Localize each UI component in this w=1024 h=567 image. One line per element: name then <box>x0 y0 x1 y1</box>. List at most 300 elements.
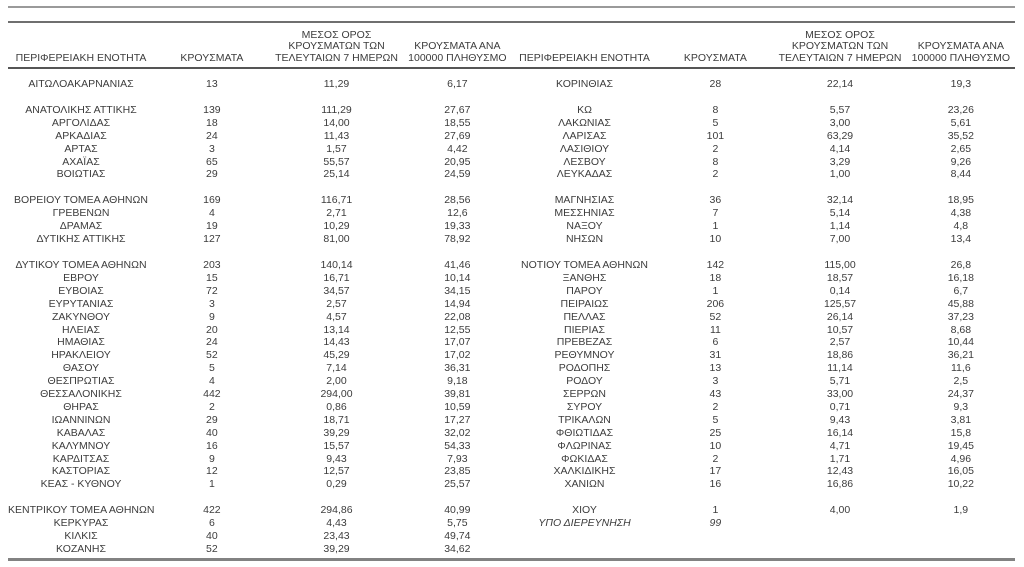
cell-avg7: 23,43 <box>323 530 350 543</box>
cell-avg7: 13,14 <box>323 323 350 336</box>
cell-avg7: 2,00 <box>326 375 347 388</box>
cell-avg7: 11,14 <box>827 362 853 375</box>
cell-cases: 3 <box>208 142 215 155</box>
cell-region: ΧΑΝΙΩΝ <box>564 478 605 491</box>
cell-region: ΦΘΙΩΤΙΔΑΣ <box>555 426 614 439</box>
cell-cases: 10 <box>709 233 722 246</box>
cell-region: ΔΥΤΙΚΗΣ ΑΤΤΙΚΗΣ <box>36 233 126 246</box>
row-group <box>512 104 1016 181</box>
cell-avg7: 5,14 <box>829 207 851 220</box>
cell-region: ΠΑΡΟΥ <box>566 284 603 297</box>
cell-avg7: 55,57 <box>323 155 350 168</box>
cell-per100k: 78,92 <box>444 233 471 246</box>
cell-avg7: 9,43 <box>829 413 851 426</box>
table-row <box>8 130 512 143</box>
cell-avg7: 15,57 <box>323 439 350 452</box>
table-row <box>512 324 1016 337</box>
cell-cases: 169 <box>203 194 221 207</box>
column-header-per100k: ΚΡΟΥΣΜΑΤΑ ΑΝΑ 100000 ΠΛΗΘΥΣΜΟ <box>911 40 1011 64</box>
table-row <box>8 233 512 246</box>
cell-per100k: 17,02 <box>444 349 471 362</box>
table-row <box>8 285 512 298</box>
cell-region: ΚΑΣΤΟΡΙΑΣ <box>51 465 111 478</box>
cell-cases: 206 <box>706 297 725 310</box>
cell-region: ΗΡΑΚΛΕΙΟΥ <box>51 349 111 362</box>
cell-per100k <box>907 517 1015 530</box>
cell-region: ΦΛΩΡΙΝΑΣ <box>557 439 612 452</box>
cell-avg7: 16,86 <box>826 478 854 491</box>
table-row <box>512 311 1016 324</box>
cell-avg7 <box>773 517 906 530</box>
cell-per100k: 3,81 <box>950 413 972 426</box>
table-row <box>8 388 512 401</box>
cell-avg7: 4,57 <box>326 310 347 323</box>
cell-per100k: 19,33 <box>444 220 471 233</box>
cell-per100k: 24,59 <box>444 168 471 181</box>
cell-avg7: 11,29 <box>323 78 350 90</box>
cell-region: ΘΗΡΑΣ <box>63 400 99 413</box>
cell-region: ΓΡΕΒΕΝΩΝ <box>52 207 110 220</box>
cell-region: ΡΟΔΟΠΗΣ <box>558 362 611 375</box>
bottom-rule <box>8 558 1015 561</box>
cell-cases: 10 <box>709 439 722 452</box>
table-row <box>8 336 512 349</box>
cell-per100k: 22,08 <box>444 310 471 323</box>
cell-cases: 2 <box>712 452 719 465</box>
cell-region: ΠΡΕΒΕΖΑΣ <box>556 336 613 349</box>
cell-avg7: 18,86 <box>826 349 854 362</box>
cell-per100k: 27,67 <box>444 103 471 116</box>
cell-per100k: 10,22 <box>947 478 974 491</box>
cell-region: ΗΜΑΘΙΑΣ <box>57 336 105 349</box>
cell-region: ΛΑΣΙΘΙΟΥ <box>559 142 610 155</box>
cell-region: ΛΕΣΒΟΥ <box>563 155 606 168</box>
cell-cases: 139 <box>203 103 221 116</box>
cell-region: ΚΟΡΙΝΘΙΑΣ <box>556 78 613 90</box>
cell-region: ΕΥΡΥΤΑΝΙΑΣ <box>48 297 114 310</box>
cell-per100k: 41,46 <box>444 258 471 271</box>
regional-cases-tables <box>8 27 1015 556</box>
cell-cases: 18 <box>206 116 218 129</box>
cell-per100k: 49,74 <box>444 530 471 543</box>
cell-cases: 19 <box>206 220 218 233</box>
cell-avg7: 12,57 <box>323 465 350 478</box>
cell-region: ΚΩ <box>577 103 592 116</box>
cell-per100k: 7,93 <box>447 452 468 465</box>
table-row <box>8 465 512 478</box>
cell-cases: 25 <box>709 426 722 439</box>
cell-region: ΑΡΤΑΣ <box>64 142 98 155</box>
cell-avg7: 1,57 <box>326 142 347 155</box>
cell-region: ΘΕΣΣΑΛΟΝΙΚΗΣ <box>40 388 122 401</box>
cell-avg7: 11,43 <box>323 129 350 142</box>
cell-per100k: 4,38 <box>950 207 972 220</box>
cell-region: ΚΕΡΚΥΡΑΣ <box>53 517 109 530</box>
table-row <box>512 194 1016 207</box>
table-row <box>512 272 1016 285</box>
cell-region: ΒΟΙΩΤΙΑΣ <box>56 168 106 181</box>
cell-region: ΚΑΡΔΙΤΣΑΣ <box>52 452 110 465</box>
cell-avg7: 2,71 <box>326 207 347 220</box>
cell-cases: 1 <box>712 220 719 233</box>
table-row <box>512 117 1016 130</box>
cell-region: ΧΑΛΚΙΔΙΚΗΣ <box>553 465 616 478</box>
cell-region: ΤΡΙΚΑΛΩΝ <box>558 413 611 426</box>
cell-region: ΝΟΤΙΟΥ ΤΟΜΕΑ ΑΘΗΝΩΝ <box>521 258 648 271</box>
cell-per100k: 17,27 <box>444 413 471 426</box>
cell-avg7: 125,57 <box>823 297 857 310</box>
cell-avg7: 18,71 <box>323 413 350 426</box>
cell-per100k: 37,23 <box>947 310 974 323</box>
cell-cases: 2 <box>712 400 719 413</box>
cell-region: ΚΕΝΤΡΙΚΟΥ ΤΟΜΕΑ ΑΘΗΝΩΝ <box>8 504 154 517</box>
cell-per100k: 16,05 <box>947 465 974 478</box>
table-row <box>8 375 512 388</box>
table-row <box>512 233 1016 246</box>
cell-avg7: 0,71 <box>829 400 851 413</box>
column-header-per100k: ΚΡΟΥΣΜΑΤΑ ΑΝΑ 100000 ΠΛΗΘΥΣΜΟ <box>408 40 507 64</box>
table-row <box>8 543 512 556</box>
cell-cases: 1 <box>712 284 719 297</box>
cell-cases: 31 <box>709 349 722 362</box>
cell-avg7: 10,57 <box>826 323 854 336</box>
cell-per100k: 8,44 <box>950 168 972 181</box>
table-row <box>512 336 1016 349</box>
column-header-region: ΠΕΡΙΦΕΡΕΙΑΚΗ ΕΝΟΤΗΤΑ <box>15 51 147 64</box>
cell-cases: 40 <box>206 530 218 543</box>
cell-cases: 3 <box>712 375 719 388</box>
cell-per100k: 18,55 <box>444 116 471 129</box>
cell-per100k: 14,94 <box>444 297 471 310</box>
table-row <box>8 194 512 207</box>
cell-avg7: 14,00 <box>323 116 350 129</box>
cell-avg7: 33,00 <box>826 388 854 401</box>
cell-region: ΝΑΞΟΥ <box>566 220 603 233</box>
column-header-cases: ΚΡΟΥΣΜΑΤΑ <box>683 51 747 64</box>
cell-cases: 6 <box>208 517 215 530</box>
cell-per100k: 5,61 <box>950 116 972 129</box>
cell-per100k: 4,8 <box>953 220 969 233</box>
cell-per100k: 2,65 <box>950 142 972 155</box>
cell-region: ΑΝΑΤΟΛΙΚΗΣ ΑΤΤΙΚΗΣ <box>25 103 137 116</box>
cell-avg7: 294,86 <box>320 504 353 517</box>
cell-per100k: 25,57 <box>444 478 471 491</box>
cell-avg7: 39,29 <box>323 543 350 555</box>
cell-per100k: 18,95 <box>947 194 974 207</box>
cell-region: ΞΑΝΘΗΣ <box>562 271 607 284</box>
cell-region: ΛΑΚΩΝΙΑΣ <box>558 116 611 129</box>
cell-region: ΘΑΣΟΥ <box>62 362 100 375</box>
table-row <box>8 453 512 466</box>
table-row <box>8 272 512 285</box>
cell-avg7: 4,14 <box>829 142 851 155</box>
cell-per100k: 15,8 <box>950 426 972 439</box>
table-row <box>8 298 512 311</box>
cell-cases: 2 <box>712 168 719 181</box>
cell-per100k: 4,96 <box>950 452 972 465</box>
cell-cases: 29 <box>206 413 218 426</box>
table-row <box>8 104 512 117</box>
table-row <box>512 440 1016 453</box>
table-row <box>512 465 1016 478</box>
cell-region: ΚΕΑΣ - ΚΥΘΝΟΥ <box>40 478 122 491</box>
cell-per100k: 34,62 <box>444 543 471 555</box>
cell-avg7: 12,43 <box>826 465 854 478</box>
cell-avg7: 115,00 <box>824 258 856 271</box>
cell-cases: 24 <box>206 129 218 142</box>
cases-table-right <box>512 27 1016 556</box>
cell-per100k: 10,14 <box>444 271 471 284</box>
cell-avg7: 16,14 <box>826 426 854 439</box>
column-header-region: ΠΕΡΙΦΕΡΕΙΑΚΗ ΕΝΟΤΗΤΑ <box>519 51 650 64</box>
table-row <box>512 375 1016 388</box>
cell-cases: 15 <box>206 271 218 284</box>
cell-region: ΡΕΘΥΜΝΟΥ <box>554 349 615 362</box>
cell-region: ΚΑΒΑΛΑΣ <box>56 426 106 439</box>
cell-region: ΑΧΑΪΑΣ <box>62 155 100 168</box>
cell-cases: 65 <box>206 155 218 168</box>
cell-per100k: 13,4 <box>950 233 972 246</box>
cell-per100k: 12,55 <box>444 323 471 336</box>
table-row <box>512 285 1016 298</box>
cell-avg7: 2,57 <box>829 336 851 349</box>
cell-region: ΧΙΟΥ <box>572 504 597 517</box>
cell-avg7: 5,57 <box>829 103 851 116</box>
cell-per100k: 9,18 <box>447 375 468 388</box>
cell-cases: 17 <box>709 465 722 478</box>
cell-per100k: 4,42 <box>447 142 468 155</box>
cell-region: ΝΗΣΩΝ <box>565 233 604 246</box>
table-row <box>512 349 1016 362</box>
cell-region: ΑΙΤΩΛΟΑΚΑΡΝΑΝΙΑΣ <box>28 78 134 90</box>
row-group <box>8 104 512 181</box>
cell-cases: 8 <box>712 155 719 168</box>
table-body <box>8 67 512 556</box>
cell-cases: 6 <box>712 336 719 349</box>
table-row <box>512 388 1016 401</box>
table-row <box>8 530 512 543</box>
cell-avg7: 116,71 <box>320 194 353 207</box>
top-rule-1 <box>8 6 1015 8</box>
table-row <box>8 478 512 491</box>
cell-avg7: 4,00 <box>829 504 851 517</box>
cell-cases: 52 <box>709 310 722 323</box>
top-rule-2 <box>8 21 1015 23</box>
table-row <box>512 220 1016 233</box>
cell-avg7: 4,43 <box>326 517 347 530</box>
cell-per100k: 17,07 <box>444 336 471 349</box>
cell-cases: 5 <box>712 116 719 129</box>
cell-per100k: 9,3 <box>953 400 969 413</box>
cell-cases: 99 <box>709 517 722 530</box>
cell-per100k: 35,52 <box>947 129 974 142</box>
row-group <box>8 504 512 556</box>
cell-region: ΔΥΤΙΚΟΥ ΤΟΜΕΑ ΑΘΗΝΩΝ <box>15 258 147 271</box>
cell-cases: 3 <box>208 297 215 310</box>
cell-avg7: 32,14 <box>826 194 854 207</box>
cell-per100k: 36,21 <box>947 349 974 362</box>
cell-region: ΒΟΡΕΙΟΥ ΤΟΜΕΑ ΑΘΗΝΩΝ <box>14 194 148 207</box>
cell-region: ΛΑΡΙΣΑΣ <box>562 129 607 142</box>
column-header-cases: ΚΡΟΥΣΜΑΤΑ <box>180 51 244 64</box>
cell-cases: 127 <box>203 233 221 246</box>
cell-cases: 203 <box>203 258 221 271</box>
cell-region: ΑΡΓΟΛΙΔΑΣ <box>51 116 111 129</box>
cell-per100k: 5,75 <box>447 517 468 530</box>
cell-cases: 24 <box>206 336 218 349</box>
cell-avg7: 34,57 <box>323 284 350 297</box>
cell-avg7: 7,14 <box>326 362 347 375</box>
table-row <box>512 362 1016 375</box>
column-header-avg7: ΜΕΣΟΣ ΟΡΟΣ ΚΡΟΥΣΜΑΤΩΝ ΤΩΝ ΤΕΛΕΥΤΑΙΩΝ 7 ΗΜΕΡΩΝ <box>275 28 398 64</box>
cell-avg7: 18,57 <box>826 271 854 284</box>
cell-region: ΥΠΟ ΔΙΕΡΕΥΝΗΣΗ <box>538 517 631 530</box>
cell-per100k: 12,6 <box>447 207 468 220</box>
table-row <box>8 78 512 91</box>
table-body <box>512 67 1016 530</box>
cell-region: ΚΙΛΚΙΣ <box>64 530 98 543</box>
table-row <box>512 130 1016 143</box>
cell-avg7: 39,29 <box>323 426 350 439</box>
table-row <box>8 259 512 272</box>
cell-cases: 8 <box>712 103 719 116</box>
cell-avg7: 4,71 <box>829 439 851 452</box>
cell-region: ΔΡΑΜΑΣ <box>59 220 103 233</box>
table-row <box>512 478 1016 491</box>
cell-avg7: 63,29 <box>826 129 854 142</box>
cell-cases: 2 <box>712 142 719 155</box>
table-row <box>8 324 512 337</box>
table-row <box>512 156 1016 169</box>
cell-per100k: 10,44 <box>947 336 974 349</box>
cell-region: ΗΛΕΙΑΣ <box>61 323 100 336</box>
cell-per100k: 45,88 <box>947 297 974 310</box>
cell-cases: 16 <box>709 478 722 491</box>
cell-region: ΠΕΛΛΑΣ <box>563 310 606 323</box>
table-row <box>8 362 512 375</box>
cell-per100k: 10,59 <box>444 400 471 413</box>
cell-avg7: 9,43 <box>326 452 347 465</box>
cell-per100k: 32,02 <box>444 426 471 439</box>
cell-region: ΣΥΡΟΥ <box>566 400 603 413</box>
cell-cases: 9 <box>208 452 215 465</box>
cell-cases: 12 <box>206 465 218 478</box>
cell-cases: 142 <box>706 258 725 271</box>
cell-cases: 18 <box>709 271 722 284</box>
cell-region: ΦΩΚΙΔΑΣ <box>561 452 608 465</box>
cell-region: ΠΕΙΡΑΙΩΣ <box>560 297 609 310</box>
cell-cases: 36 <box>709 194 722 207</box>
cell-cases: 422 <box>203 504 221 517</box>
row-group <box>8 259 512 491</box>
table-row <box>8 504 512 517</box>
cell-cases: 13 <box>206 78 218 90</box>
cell-cases: 4 <box>208 375 215 388</box>
cell-avg7: 26,14 <box>826 310 854 323</box>
cell-region: ΠΙΕΡΙΑΣ <box>564 323 605 336</box>
cell-region: ΖΑΚΥΝΘΟΥ <box>51 310 110 323</box>
cell-cases: 29 <box>206 168 218 181</box>
cell-cases: 7 <box>712 207 719 220</box>
cell-region: ΘΕΣΠΡΩΤΙΑΣ <box>47 375 115 388</box>
cell-avg7: 3,00 <box>829 116 851 129</box>
row-group <box>8 78 512 91</box>
cell-avg7: 25,14 <box>323 168 350 181</box>
cell-cases: 20 <box>206 323 218 336</box>
table-row <box>512 504 1016 517</box>
cell-avg7: 14,43 <box>323 336 350 349</box>
cell-region: ΙΩΑΝΝΙΝΩΝ <box>51 413 111 426</box>
cell-per100k: 6,17 <box>447 78 468 90</box>
row-group <box>8 194 512 246</box>
cell-per100k: 6,7 <box>953 284 969 297</box>
table-row <box>512 259 1016 272</box>
table-row <box>8 207 512 220</box>
cell-avg7: 16,71 <box>323 271 350 284</box>
cell-avg7: 7,00 <box>829 233 851 246</box>
table-row <box>512 414 1016 427</box>
row-group <box>512 78 1016 91</box>
cell-region: ΑΡΚΑΔΙΑΣ <box>55 129 107 142</box>
table-header <box>512 27 1016 67</box>
cell-region: ΕΒΡΟΥ <box>63 271 99 284</box>
cell-per100k: 9,26 <box>950 155 972 168</box>
table-row <box>8 517 512 530</box>
cell-avg7: 3,29 <box>829 155 851 168</box>
table-row <box>512 427 1016 440</box>
cell-per100k: 28,56 <box>444 194 471 207</box>
cell-avg7: 5,71 <box>829 375 851 388</box>
cell-region: ΜΕΣΣΗΝΙΑΣ <box>554 207 615 220</box>
cell-avg7: 81,00 <box>323 233 350 246</box>
cell-cases: 28 <box>709 78 722 90</box>
cell-region: ΡΟΔΟΥ <box>566 375 603 388</box>
cell-avg7: 1,00 <box>829 168 851 181</box>
cell-per100k: 11,6 <box>951 362 971 375</box>
cell-cases: 1 <box>208 478 215 491</box>
cell-cases: 4 <box>208 207 215 220</box>
cell-cases: 2 <box>208 400 215 413</box>
table-row <box>512 453 1016 466</box>
cell-per100k: 34,15 <box>444 284 471 297</box>
table-row <box>512 168 1016 181</box>
row-group <box>512 194 1016 246</box>
cell-per100k: 19,45 <box>947 439 974 452</box>
cell-cases: 43 <box>709 388 722 401</box>
cell-region: ΚΟΖΑΝΗΣ <box>56 543 106 555</box>
cell-cases: 16 <box>206 439 218 452</box>
cell-per100k: 40,99 <box>444 504 471 517</box>
cell-avg7: 0,29 <box>326 478 347 491</box>
cell-cases: 5 <box>712 413 719 426</box>
cell-per100k: 2,5 <box>953 375 969 388</box>
cell-avg7: 1,14 <box>829 220 851 233</box>
cell-per100k: 19,3 <box>950 78 972 90</box>
cell-per100k: 36,31 <box>444 362 471 375</box>
table-row <box>8 427 512 440</box>
cell-per100k: 54,33 <box>444 439 471 452</box>
cell-avg7: 10,29 <box>323 220 350 233</box>
table-row <box>8 117 512 130</box>
cell-cases: 1 <box>712 504 719 517</box>
cell-cases: 11 <box>709 323 721 336</box>
cell-cases: 442 <box>203 388 221 401</box>
cell-cases: 40 <box>206 426 218 439</box>
cell-per100k: 39,81 <box>444 388 471 401</box>
cell-per100k: 1,9 <box>953 504 969 517</box>
cases-table-left <box>8 27 512 556</box>
cell-cases: 52 <box>206 349 218 362</box>
